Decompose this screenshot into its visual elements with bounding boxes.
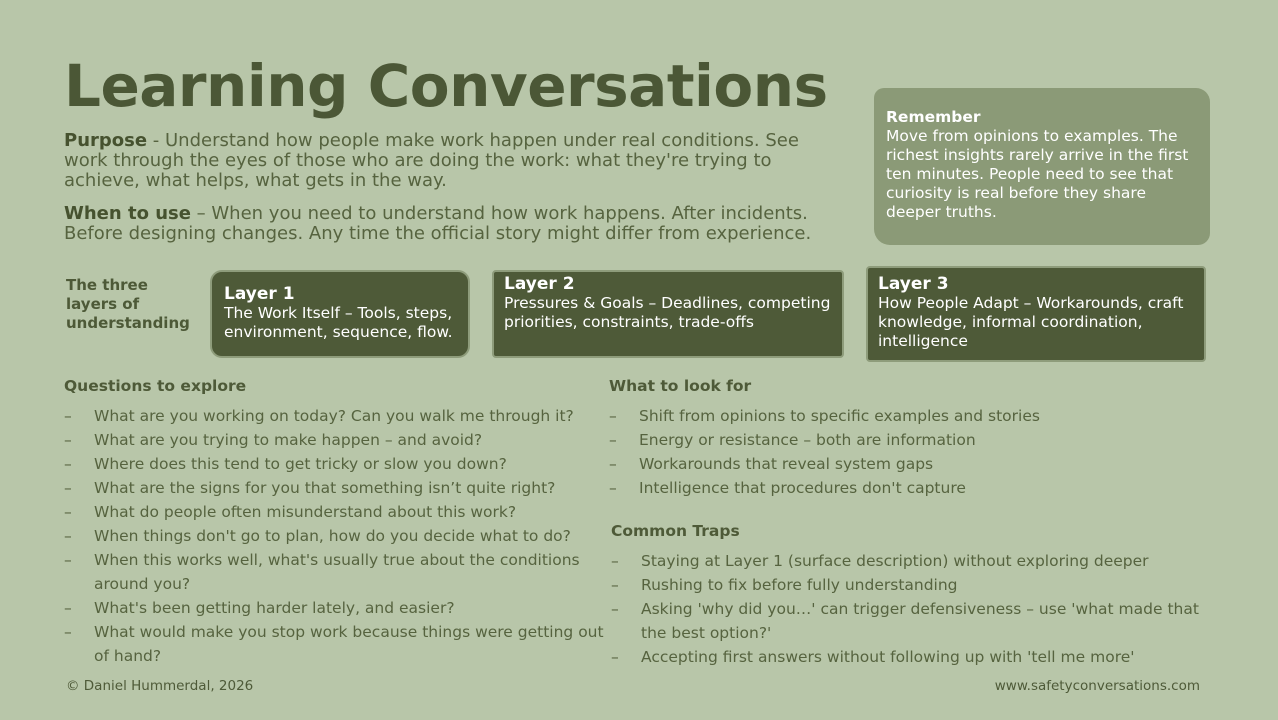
- layer-1-text: The Work Itself – Tools, steps, environment, sequence, flow.: [224, 304, 453, 341]
- list-item-text: Where does this tend to get tricky or slow you down?: [94, 455, 507, 473]
- layers-label: [66, 276, 196, 333]
- layer-1-box: [210, 270, 470, 358]
- dash-bullet: –: [64, 527, 72, 545]
- list-item-text: What are the signs for you that something isn’t quite right?: [94, 479, 556, 497]
- when-to-use-label: When to use: [64, 203, 191, 224]
- dash-bullet: –: [609, 455, 617, 473]
- purpose-paragraph: [64, 131, 844, 191]
- remember-heading: Remember: [886, 108, 981, 126]
- dash-bullet: –: [609, 407, 617, 425]
- list-item: [64, 476, 604, 500]
- list-item: [64, 548, 604, 596]
- list-item: [64, 404, 604, 428]
- list-item-text: Asking 'why did you…' can trigger defensiveness – use 'what made that the best option?': [641, 600, 1199, 642]
- list-item: [609, 404, 1209, 428]
- list-item-text: Accepting first answers without following up with 'tell me more': [641, 648, 1135, 666]
- dash-bullet: –: [64, 479, 72, 497]
- list-item: [609, 452, 1209, 476]
- list-item-text: Shift from opinions to specific examples and stories: [639, 407, 1040, 425]
- list-item-text: Staying at Layer 1 (surface description) without exploring deeper: [641, 552, 1149, 570]
- layer-1-heading: Layer 1: [224, 284, 295, 304]
- list-item-text: Energy or resistance – both are information: [639, 431, 976, 449]
- when-to-use-paragraph: [64, 204, 844, 244]
- layer-2-box: [492, 270, 844, 358]
- layer-2-text: Pressures & Goals – Deadlines, competing priorities, constraints, trade-offs: [504, 294, 831, 331]
- list-item-text: Workarounds that reveal system gaps: [639, 455, 934, 473]
- list-item-text: When this works well, what's usually true about the conditions around you?: [94, 551, 580, 593]
- list-item: [611, 597, 1211, 645]
- traps-heading: Common Traps: [611, 522, 740, 540]
- questions-heading: Questions to explore: [64, 377, 247, 395]
- look-for-list: [609, 404, 1209, 500]
- copyright: © Daniel Hummerdal, 2026: [66, 678, 254, 694]
- list-item: [64, 596, 604, 620]
- dash-bullet: –: [64, 623, 72, 641]
- dash-bullet: –: [64, 551, 72, 569]
- purpose-text: - Understand how people make work happen under real conditions. See work through the eyes of those who are doing the work: what they're trying to achieve, what helps, what gets in the way.: [64, 130, 799, 191]
- layer-3-box: [866, 266, 1206, 362]
- list-item: [64, 428, 604, 452]
- page-title: Learning Conversations: [64, 52, 828, 120]
- list-item: [611, 573, 1211, 597]
- website-link[interactable]: www.safetyconversations.com: [994, 678, 1200, 694]
- list-item: [64, 620, 604, 668]
- list-item: [609, 476, 1209, 500]
- layer-2-heading: Layer 2: [504, 274, 575, 294]
- traps-list: [611, 549, 1211, 669]
- list-item-text: Intelligence that procedures don't capture: [639, 479, 966, 497]
- dash-bullet: –: [64, 407, 72, 425]
- list-item-text: Rushing to fix before fully understanding: [641, 576, 958, 594]
- dash-bullet: –: [609, 431, 617, 449]
- list-item-text: What are you trying to make happen – and avoid?: [94, 431, 483, 449]
- list-item-text: What's been getting harder lately, and easier?: [94, 599, 455, 617]
- list-item: [609, 428, 1209, 452]
- list-item-text: What would make you stop work because things were getting out of hand?: [94, 623, 604, 665]
- list-item: [64, 500, 604, 524]
- layer-3-text: How People Adapt – Workarounds, craft knowledge, informal coordination, intelligence: [878, 294, 1184, 350]
- purpose-label: Purpose: [64, 130, 148, 151]
- layer-3-heading: Layer 3: [878, 274, 949, 294]
- dash-bullet: –: [64, 599, 72, 617]
- list-item: [611, 549, 1211, 573]
- dash-bullet: –: [611, 600, 619, 618]
- when-to-use-text: – When you need to understand how work happens. After incidents. Before designing changes. Any time the official story might differ from experience.: [64, 203, 812, 244]
- dash-bullet: –: [64, 431, 72, 449]
- dash-bullet: –: [611, 552, 619, 570]
- dash-bullet: –: [611, 648, 619, 666]
- layers-label-text: The three layers of understanding: [66, 276, 190, 332]
- remember-box: [874, 88, 1210, 245]
- dash-bullet: –: [64, 503, 72, 521]
- list-item-text: What are you working on today? Can you walk me through it?: [94, 407, 574, 425]
- list-item-text: What do people often misunderstand about this work?: [94, 503, 517, 521]
- dash-bullet: –: [611, 576, 619, 594]
- list-item-text: When things don't go to plan, how do you decide what to do?: [94, 527, 571, 545]
- look-for-heading: What to look for: [609, 377, 752, 395]
- list-item: [611, 645, 1211, 669]
- list-item: [64, 524, 604, 548]
- dash-bullet: –: [609, 479, 617, 497]
- remember-text: Move from opinions to examples. The richest insights rarely arrive in the first ten minutes. People need to see that curiosity is real before they share deeper truths.: [886, 127, 1189, 221]
- dash-bullet: –: [64, 455, 72, 473]
- questions-list: [64, 404, 604, 668]
- list-item: [64, 452, 604, 476]
